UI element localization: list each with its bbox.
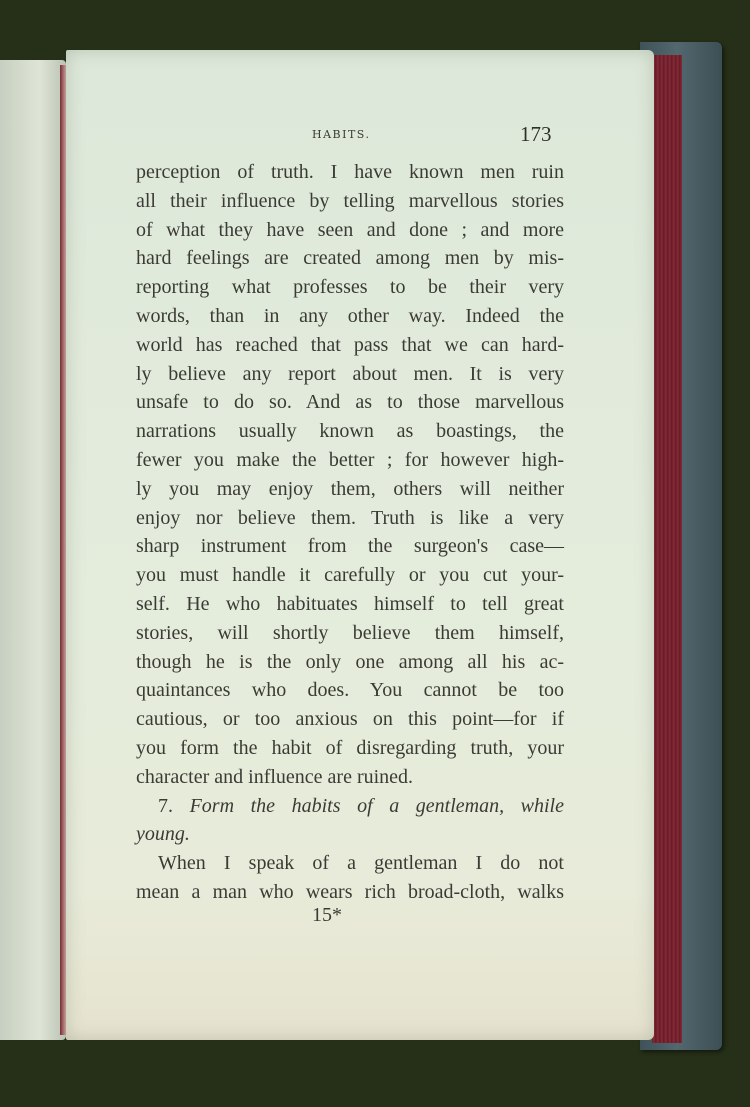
left-page — [0, 60, 66, 1040]
text-line: cautious, or too anxious on this point—for if — [136, 708, 564, 731]
text-line: though he is the only one among all his ac- — [136, 650, 564, 673]
section-heading-continued — [136, 820, 564, 849]
section-number: 7. — [158, 794, 173, 817]
body-text — [136, 158, 564, 907]
text-line: ly believe any report about men. It is very — [136, 362, 564, 385]
text-line: stories, will shortly believe them himself, — [136, 621, 564, 644]
text-line: all their influence by telling marvellous stories — [136, 189, 564, 212]
section-heading — [136, 792, 564, 821]
text-line: you form the habit of disregarding truth, your — [136, 736, 564, 759]
section-heading-text-end: young. — [136, 823, 190, 846]
right-page — [66, 50, 654, 1040]
signature-mark: 15* — [312, 904, 342, 926]
text-line: hard feelings are created among men by mis- — [136, 247, 564, 270]
page-number: 173 — [520, 122, 552, 146]
running-head — [66, 122, 654, 148]
text-line: unsafe to do so. And as to those marvellous — [136, 391, 564, 414]
section-heading-text: Form the habits of a gentleman, while — [189, 794, 564, 817]
page-edges — [652, 55, 682, 1043]
text-line: you must handle it carefully or you cut your- — [136, 564, 564, 587]
text-line: enjoy nor believe them. Truth is like a very — [136, 506, 564, 529]
text-line: quaintances who does. You cannot be too — [136, 679, 564, 702]
text-line: sharp instrument from the surgeon's case— — [136, 535, 564, 558]
text-line: words, than in any other way. Indeed the — [136, 304, 564, 327]
text-line: of what they have seen and done ; and more — [136, 218, 564, 241]
text-line: mean a man who wears rich broad-cloth, walks — [136, 880, 564, 903]
text-line: perception of truth. I have known men ruin — [136, 161, 564, 183]
text-line: narrations usually known as boastings, the — [136, 420, 564, 443]
text-line: character and influence are ruined. — [136, 765, 414, 788]
running-head-title: HABITS. — [312, 128, 371, 141]
text-line: fewer you make the better ; for however high- — [136, 448, 564, 471]
text-line: reporting what professes to be their very — [136, 276, 564, 299]
text-line: self. He who habituates himself to tell great — [136, 592, 564, 615]
text-line: ly you may enjoy them, others will neither — [136, 477, 564, 500]
text-line: When I speak of a gentleman I do not — [158, 852, 564, 875]
text-line: world has reached that pass that we can hard- — [136, 333, 564, 356]
